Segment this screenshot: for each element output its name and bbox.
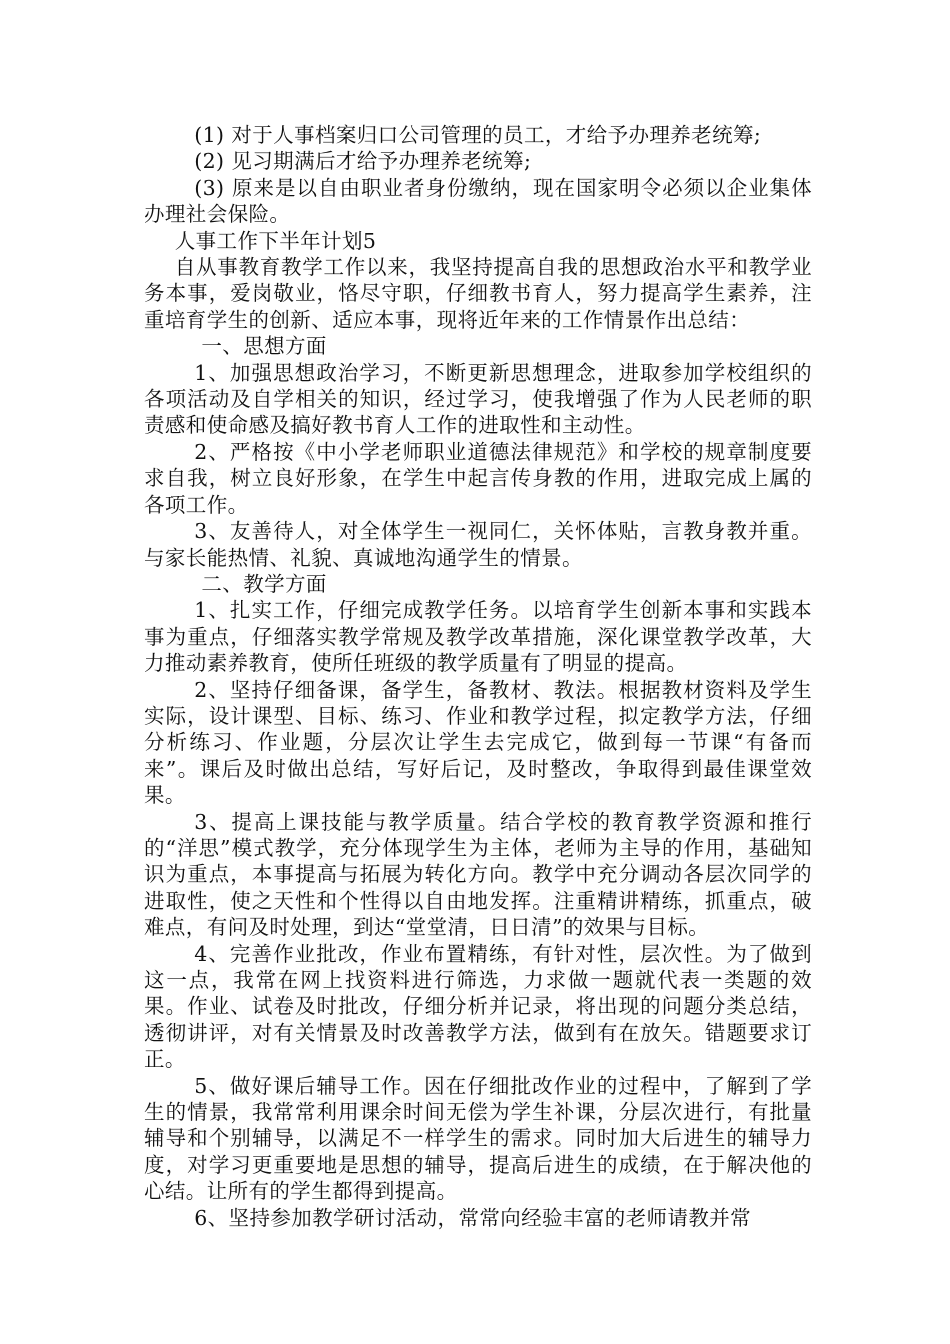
paragraph-item-1: (1) 对于人事档案归口公司管理的员工，才给予办理养老统筹; [194, 123, 762, 147]
paragraph-teaching-1: 1、扎实工作，仔细完成教学任务。以培育学生创新本事和实践本事为重点，仔细落实教学常规及教学改革措施，深化课堂教学改革，大力推动素养教育，使所任班级的教学质量有了明显的提高。 [144, 598, 812, 676]
paragraph-thought-3: 3、友善待人，对全体学生一视同仁，关怀体贴，言教身教并重。与家长能热情、礼貌、真诚地沟通学生的情景。 [144, 519, 812, 570]
paragraph-thought-1: 1、加强思想政治学习，不断更新思想理念，进取参加学校组织的各项活动及自学相关的知识，经过学习，使我增强了作为人民老师的职责感和使命感及搞好教书育人工作的进取性和主动性。 [144, 360, 812, 438]
subheading-thought: 一、思想方面 [201, 334, 327, 359]
paragraph-teaching-6: 6、坚持参加教学研讨活动，常常向经验丰富的老师请教并常 [194, 1205, 752, 1230]
subheading-teaching: 二、教学方面 [201, 571, 327, 596]
paragraph-teaching-5: 5、做好课后辅导工作。因在仔细批改作业的过程中，了解到了学生的情景，我常常利用课余时间无偿为学生补课，分层次进行，有批量辅导和个别辅导，以满足不一样学生的需求。同时加大后进生的辅导力度，对学习更重要地是思想的辅导，提高后进生的成绩，在于解决他的心结。让所有的学生都得到提高。 [144, 1073, 812, 1204]
paragraph-item-2: (2) 见习期满后才给予办理养老统筹; [194, 149, 532, 174]
section-title: 人事工作下半年计划5 [174, 228, 377, 253]
paragraph-item-3: (3) 原来是以自由职业者身份缴纳，现在国家明令必须以企业集体办理社会保险。 [144, 175, 812, 227]
paragraph-teaching-3: 3、提高上课技能与教学质量。结合学校的教育教学资源和推行的“洋思”模式教学，充分体现学生为主体，老师为主导的作用，基础知识为重点，本事提高与拓展为转化方向。教学中充分调动各层次同学的进取性，使之天性和个性得以自由地发挥。注重精讲精练，抓重点，破难点，有问及时处理，到达“堂堂清，日日清”的效果与目标。 [144, 809, 812, 940]
intro-paragraph: 自从事教育教学工作以来，我坚持提高自我的思想政治水平和教学业务本事，爱岗敬业，恪尽守职，仔细教书育人，努力提高学生素养，注重培育学生的创新、适应本事，现将近年来的工作情景作出总结： [144, 255, 812, 332]
document-body [144, 122, 812, 1231]
paragraph-teaching-2: 2、坚持仔细备课，备学生，备教材、教法。根据教材资料及学生实际，设计课型、目标、练习、作业和教学过程，拟定教学方法，仔细分析练习、作业题，分层次让学生去完成它，做到每一节课“有备而来”。课后及时做出总结，写好后记，及时整改，争取得到最佳课堂效果。 [144, 677, 812, 808]
paragraph-thought-2: 2、严格按《中小学老师职业道德法律规范》和学校的规章制度要求自我，树立良好形象，在学生中起言传身教的作用，进取完成上属的各项工作。 [144, 439, 812, 517]
paragraph-teaching-4: 4、完善作业批改，作业布置精练，有针对性，层次性。为了做到这一点，我常在网上找资料进行筛选，力求做一题就代表一类题的效果。作业、试卷及时批改，仔细分析并记录，将出现的问题分类总结，透彻讲评，对有关情景及时改善教学方法，做到有在放矢。错题要求订正。 [144, 941, 812, 1072]
